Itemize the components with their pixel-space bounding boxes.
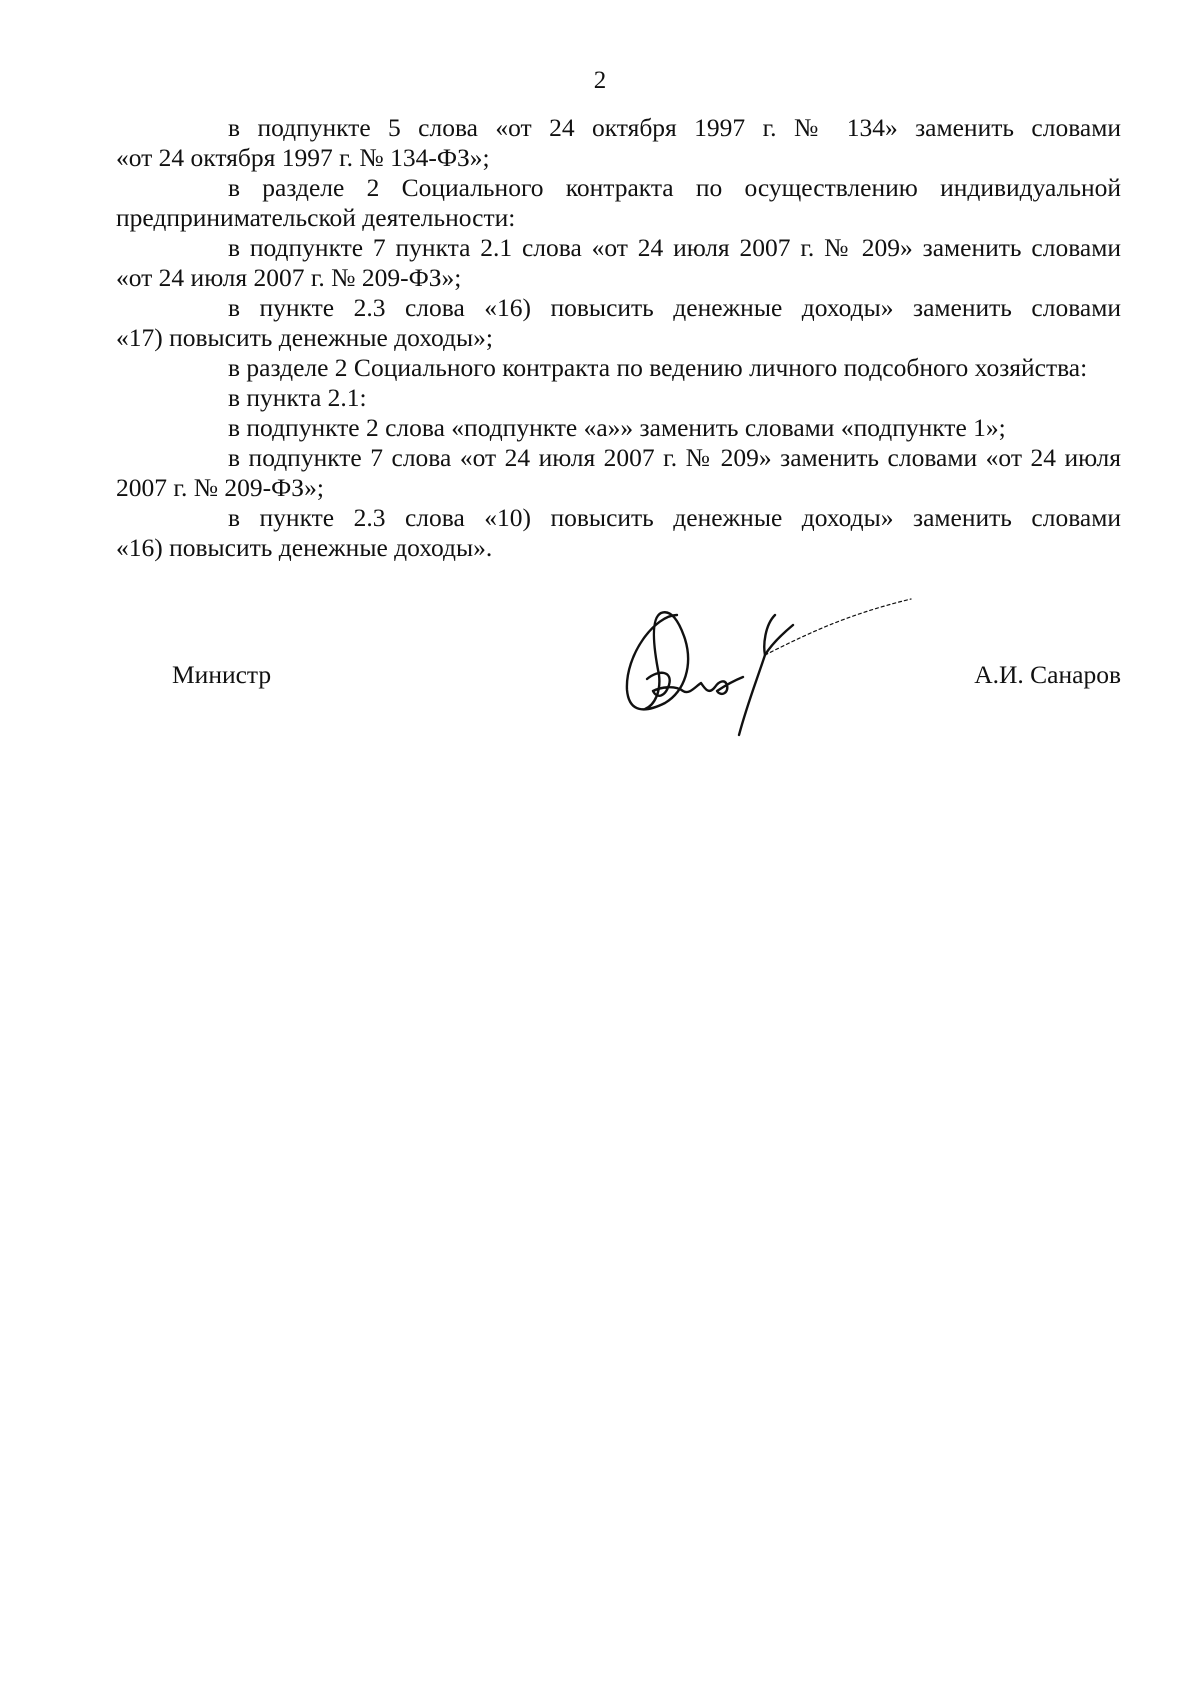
paragraph-line: «от 24 октября 1997 г. № 134-ФЗ»; [116,143,490,172]
paragraph-line: в разделе 2 Социального контракта по осуществлению индивидуальной [228,173,1121,202]
paragraph-line: в подпункте 7 слова «от 24 июля 2007 г. № 209» заменить словами «от 24 июля [228,443,1121,472]
paragraph-line: в пункте 2.3 слова «10) повысить денежные доходы» заменить словами [228,503,1121,532]
signer-position: Министр [172,660,272,689]
signer-name: А.И. Санаров [974,660,1121,689]
paragraph-line: предпринимательской деятельности: [116,203,516,232]
paragraph-subitem-7 [116,443,1121,503]
paragraph-line: в подпункте 2 слова «подпункте «а»» заменить словами «подпункте 1»; [228,413,1006,442]
paragraph-section-2-household [172,353,1121,383]
paragraph-item-2-3-second [116,503,1121,563]
paragraph-line: в разделе 2 Социального контракта по ведению личного подсобного хозяйства: [228,353,1088,382]
paragraph-subitem-2 [172,413,1121,443]
paragraph-item-2-1 [172,383,1121,413]
paragraph-subitem-5 [116,113,1121,173]
paragraph-line: «16) повысить денежные доходы». [116,533,493,562]
paragraph-section-2-entrepreneur [116,173,1121,233]
paragraph-line: в пункте 2.3 слова «16) повысить денежные доходы» заменить словами [228,293,1121,322]
handwritten-signature-icon [615,595,925,745]
paragraph-line: «от 24 июля 2007 г. № 209-ФЗ»; [116,263,462,292]
paragraph-line: 2007 г. № 209-ФЗ»; [116,473,324,502]
paragraph-line: в подпункте 5 слова «от 24 октября 1997 г. № 134» заменить словами [228,113,1121,142]
paragraph-line: в подпункте 7 пункта 2.1 слова «от 24 июля 2007 г. № 209» заменить словами [228,233,1121,262]
paragraph-line: в пункта 2.1: [228,383,367,412]
paragraph-subitem-7-item-2-1 [116,233,1121,293]
page-number: 2 [593,67,607,94]
paragraph-line: «17) повысить денежные доходы»; [116,323,493,352]
paragraph-item-2-3-first [116,293,1121,353]
document-body [116,113,1121,563]
